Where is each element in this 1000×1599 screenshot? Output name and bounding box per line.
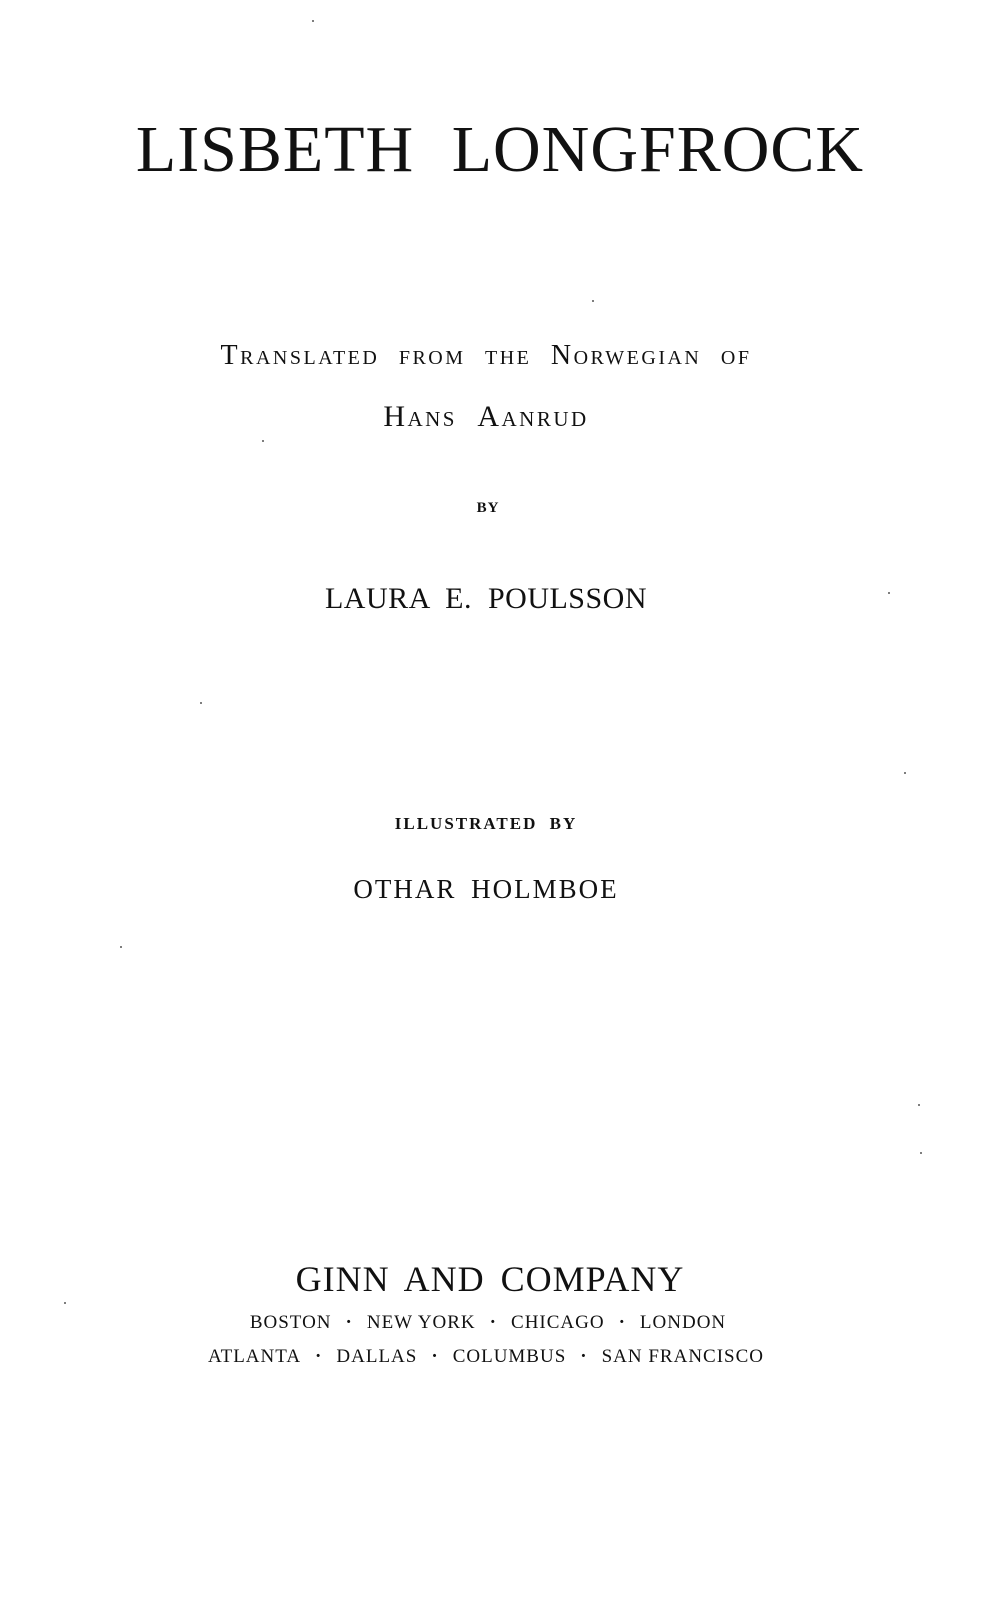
scan-speck (262, 440, 264, 442)
scan-speck (904, 772, 906, 774)
translation-credit: Translated from the Norwegian of (220, 340, 752, 371)
city: ATLANTA (207, 1346, 302, 1367)
city: LONDON (639, 1312, 727, 1333)
scan-speck (592, 300, 594, 302)
separator-dot: · (315, 1346, 323, 1367)
publisher-cities-row-1 (0, 1312, 988, 1334)
publisher-name: GINN AND COMPANY (295, 1259, 685, 1299)
scan-speck (888, 592, 890, 594)
scan-speck (64, 1302, 66, 1304)
city: BOSTON (249, 1312, 332, 1333)
book-title: LISBETH LONGFROCK (135, 113, 865, 186)
separator-dot: · (489, 1312, 498, 1333)
separator-dot: · (580, 1346, 588, 1367)
publisher-cities-row-2 (0, 1346, 986, 1368)
city: COLUMBUS (452, 1346, 567, 1367)
translator-name: LAURA E. POULSSON (324, 582, 648, 615)
illustrated-by-label: ILLUSTRATED BY (394, 814, 578, 833)
city: SAN FRANCISCO (601, 1346, 765, 1367)
illustrator-name: OTHAR HOLMBOE (353, 874, 619, 904)
separator-dot: · (345, 1312, 353, 1333)
separator-dot: · (618, 1312, 626, 1333)
separator-dot: · (431, 1346, 439, 1367)
city: CHICAGO (511, 1312, 605, 1333)
scan-speck (312, 20, 314, 22)
city: DALLAS (336, 1346, 418, 1367)
city: NEW YORK (366, 1312, 476, 1333)
by-label: BY (476, 500, 500, 516)
scan-speck (120, 946, 122, 948)
scan-speck (200, 702, 202, 704)
scan-speck (918, 1104, 920, 1106)
scan-speck (920, 1152, 922, 1154)
original-author: Hans Aanrud (383, 400, 589, 433)
